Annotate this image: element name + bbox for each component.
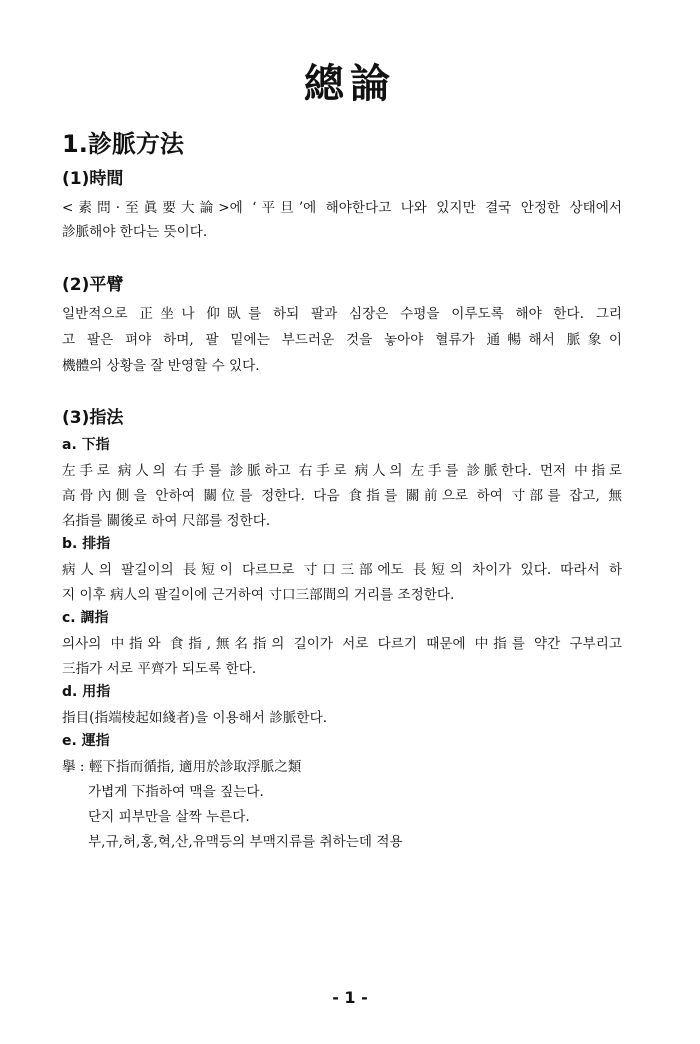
paragraph-line: 지 이후 病人의 팔길이에 근거하여 寸口三部間의 거리를 조정한다. (62, 587, 455, 603)
paragraph-line: 左手로 病人의 右手를 診脈하고 右手로 病人의 左手를 診脈한다. 먼저 中指로 (62, 463, 622, 479)
item-label-move-finger: e. 運指 (62, 733, 110, 749)
paragraph-line: <素問·至眞要大論>에 ‘平旦’에 해야한다고 나와 있지만 결국 안정한 상태에서 (62, 200, 622, 216)
paragraph-line: 高骨內側을 안하여 關位를 정한다. 다음 食指를 關前으로 하여 寸部를 잡고, 無 (62, 488, 622, 504)
paragraph-line: 단지 피부만을 살짝 누른다. (88, 809, 250, 825)
paragraph-line: 機體의 상황을 잘 반영할 수 있다. (62, 358, 260, 374)
item-label-arrange-finger: b. 排指 (62, 536, 111, 552)
paragraph-line: 고 팔은 펴야 하며, 팔 밑에는 부드러운 것을 놓아야 혈류가 通暢해서 脈象이 (62, 332, 622, 348)
paragraph-line: 부,규,허,홍,혁,산,유맥등의 부맥지류를 취하는데 적용 (88, 834, 403, 850)
subsection-heading-time: (1)時間 (62, 169, 124, 189)
page-number: - 1 - (332, 988, 368, 1007)
paragraph-line: 가볍게 下指하여 맥을 짚는다. (88, 784, 264, 800)
item-label-adjust-finger: c. 調指 (62, 610, 109, 626)
paragraph-line: 病人의 팔길이의 長短이 다르므로 寸口三部에도 長短의 차이가 있다. 따라서 하 (62, 562, 622, 578)
item-label-use-finger: d. 用指 (62, 684, 111, 700)
page-title: 總論 (304, 61, 396, 107)
paragraph-line: 三指가 서로 平齊가 되도록 한다. (62, 661, 257, 677)
item-label-lower-finger: a. 下指 (62, 437, 110, 453)
section-heading: 1.診脈方法 (62, 130, 184, 158)
paragraph-line: 診脈해야 한다는 뜻이다. (62, 224, 208, 240)
paragraph-line: 擧 : 輕下指而循指, 適用於診取浮脈之類 (62, 759, 302, 775)
paragraph-line: 指目(指端棱起如綫者)을 이용해서 診脈한다. (62, 710, 328, 726)
subsection-heading-finger-method: (3)指法 (62, 408, 124, 428)
paragraph-line: 일반적으로 正坐나 仰臥를 하되 팔과 심장은 수평을 이루도록 해야 한다. 그리 (62, 306, 622, 322)
paragraph-line: 의사의 中指와 食指,無名指의 길이가 서로 다르기 때문에 中指를 약간 구부리고 (62, 636, 622, 652)
paragraph-line: 名指를 關後로 하여 尺部를 정한다. (62, 513, 271, 529)
subsection-heading-arm: (2)平臂 (62, 275, 124, 295)
